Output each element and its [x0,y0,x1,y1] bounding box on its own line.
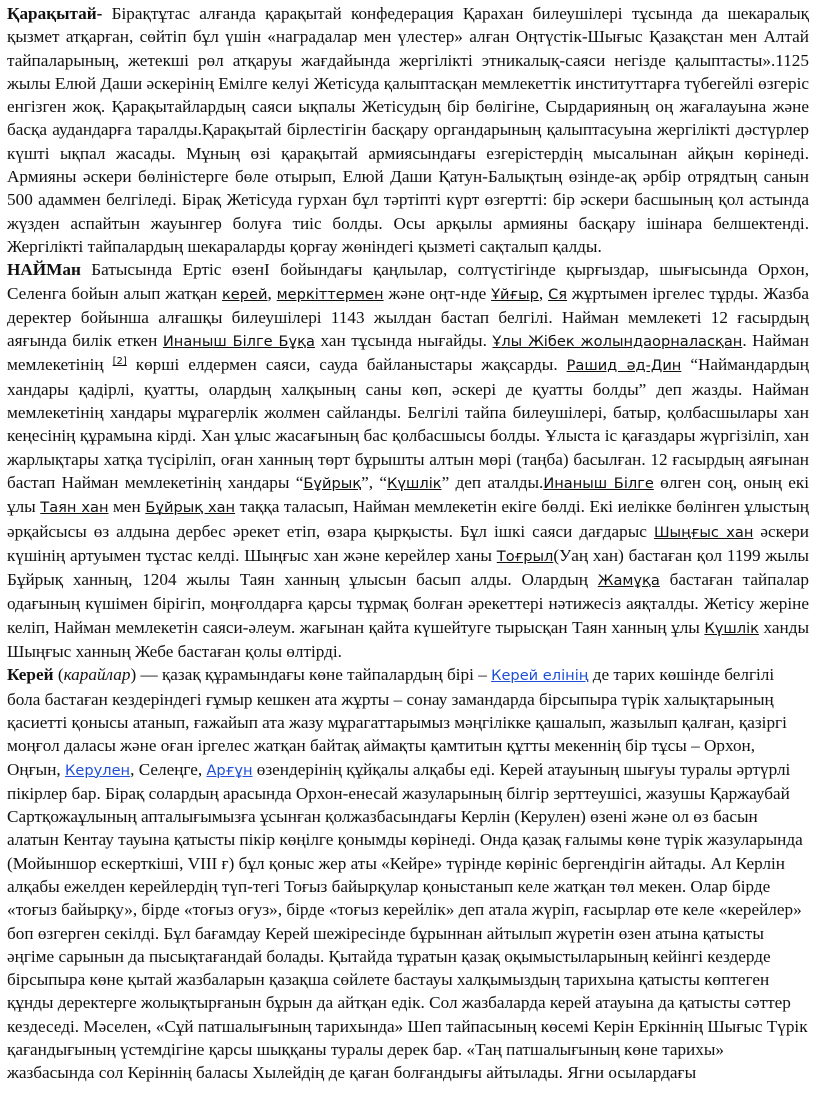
link-kerei-eli[interactable]: Керей елінің [491,667,589,685]
paragraph-text: ) — қазақ құрамындағы көне тайпалардың бірі – [130,665,492,685]
paragraph-text: , [267,283,277,303]
link-togryl[interactable]: Тоғрыл [496,547,554,565]
paragraph-text: ( [53,665,64,685]
link-rashid-ad-din[interactable]: Рашид әд-Дин [566,357,682,375]
paragraph-text: жұртымен іргелес тұрды. Жазба деректер бойынша алғашқы билеушілері 1143 жылдан бастап белгілі. Найман мемлекеті 12 ғасырдың аяғында билік еткен [7,283,810,351]
link-argun[interactable]: Арғұн [206,761,253,779]
footnote-ref-2[interactable]: [2] [112,356,127,368]
link-uighur[interactable]: Ұйғыр [491,285,539,303]
link-buiryk-khan[interactable]: Бұйрық хан [145,499,236,517]
paragraph-text: . Найман мемлекетінің [7,331,809,375]
heading-kerei: Керей [7,665,54,685]
link-kerei[interactable]: керей [221,285,268,303]
link-merkitter[interactable]: меркіттермен [276,285,384,303]
link-genghis-khan[interactable]: Шыңғыс хан [653,523,754,541]
link-inanysh-bilge[interactable]: Инаныш Білге [543,474,654,492]
paragraph-text: Бірақтұтас алғанда қарақытай конфедерация Қарахан билеушілері тұсында да шекаралық қызмет атқарған, сөйтіп бұл үшін «наградалар мен үлестер» алған Оңтүстік-Шығыс Қазақстан мен Алтай тайпаларының, жетекші рөл атқаруы жағдайында жергілікті этникалық-саяси негізде қалыптасты».1125 жылы Елюй Даши әскерінің Емілге келуі Жетісуда қалыптасқан мемлекеттік институттарға түбегейлі өзгеріс енгізген жоқ. Қарақытайлардың саяси ықпалы Жетісудың бір бөлігіне, Сырдарияның оң жағалауына және басқа аудандарға таралды.Қарақытай бірлестігін басқару органдарының қалыптасуына жергілікті дәстүрлер күшті ықпал жасады. Мұның өзі қарақытай армиясындағы езгерістердің мысалынан айқын көрінеді. Армияны әскери бөліністерге бөле отырып, Елюй Даши Қатун-Балықтың өзінде-ақ әрбір отрядтың санын 500 адаммен белгіледі. Бірақ Жетісуда гурхан бұл тәртіпті күрт өзгертті: бір әскери басшының қол астында жүзден аспайтын жауынгер болуға тиіс болды. Осы арқылы армияны басқару ішінара белшектенді. Жергілікті тайпалардың шекараларды қорғау жөніндегі қызметі сақталып қалды. [7,4,809,256]
paragraph-text: әскери күшінің артуымен тұстас келді. Шыңғыс хан және керейлер ханы [7,521,809,565]
link-kushlik-2[interactable]: Күшлік [704,619,759,637]
paragraph-text: көрші елдермен саяси, сауда байланыстары жақсарды. [126,355,567,375]
paragraph-text: мен [108,497,146,517]
link-inanysh-bilge-buka[interactable]: Инаныш Білге Бұқа [162,333,315,351]
link-kushlik[interactable]: Күшлік [387,474,442,492]
paragraph-naiman [7,258,809,663]
heading-naiman: НАЙМан [7,260,81,280]
link-buiryk[interactable]: Бұйрық [303,474,362,492]
paragraph-text: және оңт-нде [383,283,492,303]
link-tayan-khan[interactable]: Таян хан [40,499,109,517]
paragraph-text: , Селеңге, [130,759,207,779]
paragraph-text: ” деп аталды. [441,472,544,492]
paragraph-karakytai [7,2,809,258]
paragraph-text: де тарих көшінде белгілі бола бастаған кездеріндегі ғұмыр кешкен ата жұрты – сонау замандарда бірсыпыра түрік халықтарының қасиетті қонысы атанып, ғажайып ата жазу мұрагаттарымыз мәңгілікке қашалып, жазылып қалған, қазіргі моңғол даласы және оған іргелес жатқан байтақ аймақты қамтитын құтты мекеннің бір тұсы – Орхон, Оңғын, [7,665,787,779]
italic-karailar: карайлар [63,665,131,685]
link-sya[interactable]: Ся [548,285,568,303]
paragraph-text: өзендерінің құйқалы алқабы еді. Керей атауының шығуы туралы әртүрлі пікірлер бар. Бірақ солардың арасында Орхон-енесай жазуларының білгір зерттеушісі, жазушы Қаржаубай Сартқожаұлының апталығымызға ұсынған қолжазбасындағы Керлін (Керулен) өзені және ол өз басын алатын Кентау тауына қатысты пікір көңілге қонымды көрінеді. Онда қазақ ғалымы көне түрік жазуларында (Мойыншор ескерткіші, VIII ғ) бұл қоныс жер аты «Кейре» түрінде көрініс бергендігін айтады. Ал Керлін алқабы ежелден керейлердің түп-тегі Тоғыз байырқулар қоныстанып келе жатқан төл мекен. Олар бірде «тоғыз байырқу», бірде «тоғыз оғуз», бірде «тоғыз керейлік» деп атала жүріп, ғасырлар өте келе «керейлер» боп өзгерген секілді. Бұл бағамдау Керей шежіресінде бұрыннан айтылып жүретін өзен атына қатысты әңгіме сарынын да пысықтағандай болады. Қытайда тұратын қазақ оқымыстыларының кейінгі кездерде бірсыпыра көне қытай жазбаларын қазақша сөйлете бастауы халқымыздың тарихына қатысты көптеген құнды деректерге жолықтырғанын бұрын да айтқан едік. Сол жазбаларда керей атауына да қатысты сәттер кездеседі. Мәселен, «Сұй патшалығының тарихында» Шеп тайпасының көсемі Керін Еркіннің Шығыс Түрік қағандығының үстемдігіне қарсы шыққаны туралы дерек бар. «Таң патшалығының көне тарихы» жазбасында сол Керіннің баласы Хылейдің де қаған болғандығы айтылады. Ягни осылардағы [7,759,808,1083]
paragraph-text: ”, “ [361,472,388,492]
link-kerulen[interactable]: Керулен [65,761,131,779]
link-zhamuka[interactable]: Жамұқа [597,572,660,590]
heading-karakytai: Қарақытай- [7,4,103,23]
link-silk-road[interactable]: Ұлы Жібек жолындаорналасқан [492,333,743,351]
paragraph-text: “Наймандардың хандары қадірлі, қуатты, олардың халқының саны көп, әскері де қуатты болды” деп жазды. Найман мемлекетінің хандары мұрагерлік жолмен сайланды. Белгілі тайпа билеушілері, батыр, қолбасшылары хан кеңесінің құрамына кірді. Хан ұлыс жасағының бас қолбасшысы болды. Ұлыста іс қағаздары жүргізіліп, хан жарлықтары хатқа түсіріліп, оған ханның төрт бұрышты алтын мөрі (таңба) басылған. 12 ғасырдың аяғынан бастап Найман мемлекетінің хандары “ [7,355,809,492]
paragraph-kerei [7,663,809,1084]
paragraph-text: , [538,283,549,303]
paragraph-text: ханды Шыңғыс ханның Жебе бастаған қолы өлтірді. [7,617,809,662]
paragraph-text: өлген соң, оның екі ұлы [7,472,809,517]
paragraph-text: таққа таласып, Найман мемлекетін екіге бөлді. Екі иелікке бөлінген ұлыстың әрқайсысы өз алдына дербес әрекет етіп, өзара қырқысты. Бұл ішкі саяси дағдарыс [7,497,809,541]
paragraph-text: Батысында Ертіс өзенІ бойындағы қаңлылар, солтүстігінде қырғыздар, шығысында Орхон, Селенга бойын алып жатқан [7,260,809,303]
paragraph-text: бастаған тайпалар одағының күшімен бірігіп, моңғолдарға қарсы тұрмақ болған әрекеттері нәтижесіз аяқталды. Жетісу жеріне келіп, Найман мемлекетін саяси-әлеум. жағынан қайта күшейтуге тырысқан Таян ханның ұлы [7,570,809,637]
paragraph-text: (Уаң хан) бастаған қол 1199 жылы Бұйрық ханның, 1204 жылы Таян ханның ұлысын басып алды. Олардың [7,545,809,590]
paragraph-text: хан тұсында нығайды. [314,331,493,351]
